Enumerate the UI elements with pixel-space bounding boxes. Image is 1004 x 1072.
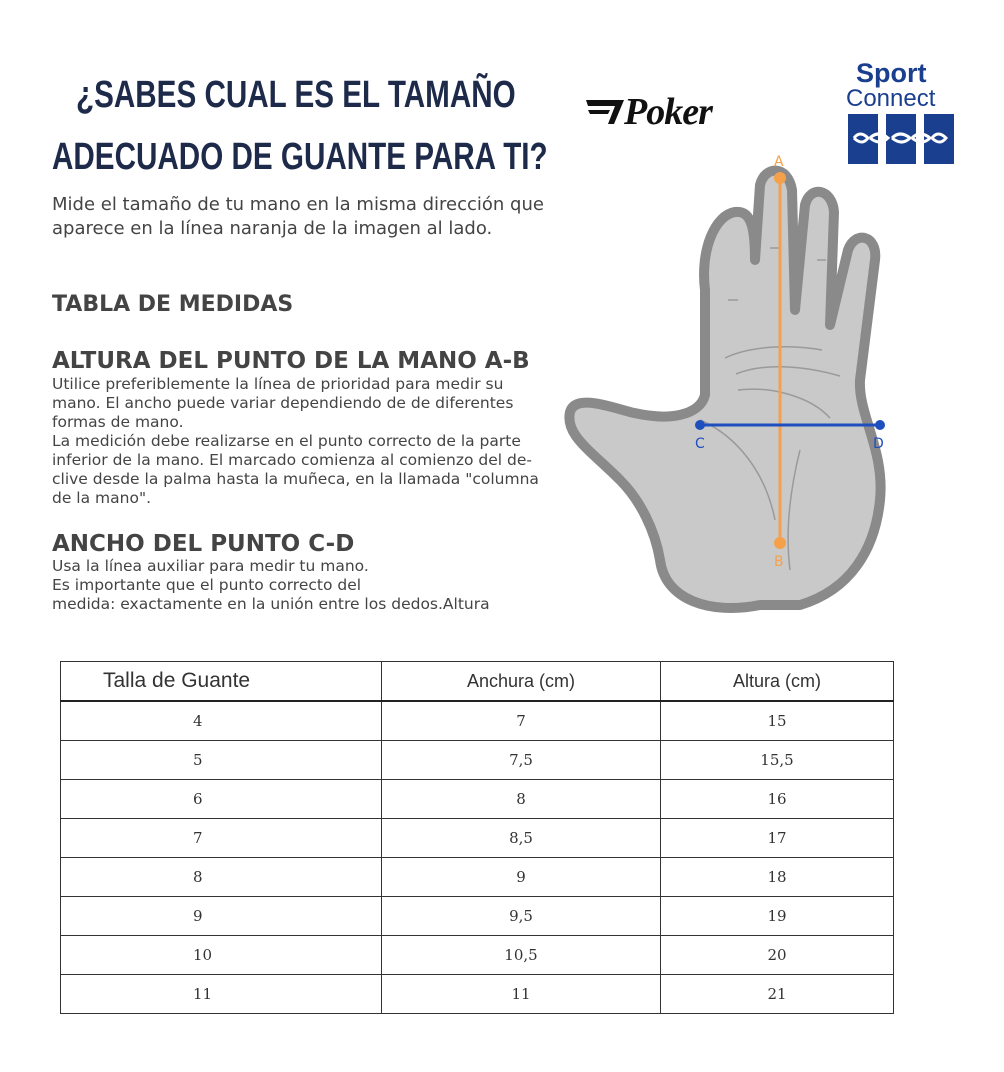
size-cell: 11 — [61, 975, 382, 1014]
point-b-marker — [774, 537, 786, 549]
hand-diagram — [560, 150, 900, 620]
section-ab-heading: ALTURA DEL PUNTO DE LA MANO A-B — [52, 348, 530, 374]
size-cell: 8 — [61, 858, 382, 897]
height-cell: 18 — [661, 858, 894, 897]
table-row — [61, 701, 894, 741]
label-d: D — [873, 436, 884, 452]
table-header-row — [61, 662, 894, 702]
size-cell: 7 — [61, 819, 382, 858]
height-cell: 15,5 — [661, 741, 894, 780]
header-size: Talla de Guante — [61, 662, 382, 702]
point-c-marker — [695, 420, 705, 430]
measures-table-heading: TABLA DE MEDIDAS — [52, 292, 294, 317]
height-cell: 17 — [661, 819, 894, 858]
poker-logo-text: Poker — [624, 91, 712, 133]
table-row — [61, 741, 894, 780]
size-cell: 5 — [61, 741, 382, 780]
label-c: C — [695, 436, 705, 452]
table-row — [61, 897, 894, 936]
height-cell: 15 — [661, 701, 894, 741]
header-width: Anchura (cm) — [382, 662, 661, 702]
section-ab-text: Utilice preferiblemente la línea de prioridad para medir su mano. El ancho puede variar dependiendo de de diferentes formas de mano. La medición debe realizarse en el punto correcto de la parte inferior de la mano. El marcado comienza al comienzo del de- clive desde la palma hasta la muñeca, en la llamada "columna de la mano". — [52, 375, 539, 507]
height-cell: 19 — [661, 897, 894, 936]
label-b: B — [774, 554, 784, 570]
label-a: A — [774, 154, 784, 170]
table-row — [61, 975, 894, 1014]
header-height: Altura (cm) — [661, 662, 894, 702]
size-cell: 4 — [61, 701, 382, 741]
width-cell: 7,5 — [382, 741, 661, 780]
height-cell: 20 — [661, 936, 894, 975]
page-title-line-2: ADECUADO DE GUANTE PARA TI? — [52, 136, 548, 178]
width-cell: 8 — [382, 780, 661, 819]
table-row — [61, 936, 894, 975]
size-cell: 9 — [61, 897, 382, 936]
size-table — [60, 661, 894, 1014]
table-row — [61, 819, 894, 858]
width-cell: 9 — [382, 858, 661, 897]
height-cell: 21 — [661, 975, 894, 1014]
point-a-marker — [774, 172, 786, 184]
size-cell: 10 — [61, 936, 382, 975]
size-cell: 6 — [61, 780, 382, 819]
section-cd-heading: ANCHO DEL PUNTO C-D — [52, 531, 355, 557]
section-cd-text: Usa la línea auxiliar para medir tu mano. Es importante que el punto correcto del medida: exactamente en la unión entre los dedos.Altura — [52, 557, 490, 613]
width-cell: 10,5 — [382, 936, 661, 975]
sport-connect-line1: Sport — [856, 58, 927, 88]
table-row — [61, 780, 894, 819]
point-d-marker — [875, 420, 885, 430]
hand-outline — [569, 171, 880, 608]
height-cell: 16 — [661, 780, 894, 819]
width-cell: 11 — [382, 975, 661, 1014]
intro-text: Mide el tamaño de tu mano en la misma dirección que aparece en la línea naranja de la imagen al lado. — [52, 194, 544, 239]
page-title-line-1: ¿SABES CUAL ES EL TAMAÑO — [76, 74, 516, 116]
width-cell: 8,5 — [382, 819, 661, 858]
poker-swoosh-icon — [584, 94, 628, 130]
width-cell: 9,5 — [382, 897, 661, 936]
width-cell: 7 — [382, 701, 661, 741]
sport-connect-line2: Connect — [846, 85, 936, 112]
poker-logo — [584, 91, 816, 133]
table-row — [61, 858, 894, 897]
